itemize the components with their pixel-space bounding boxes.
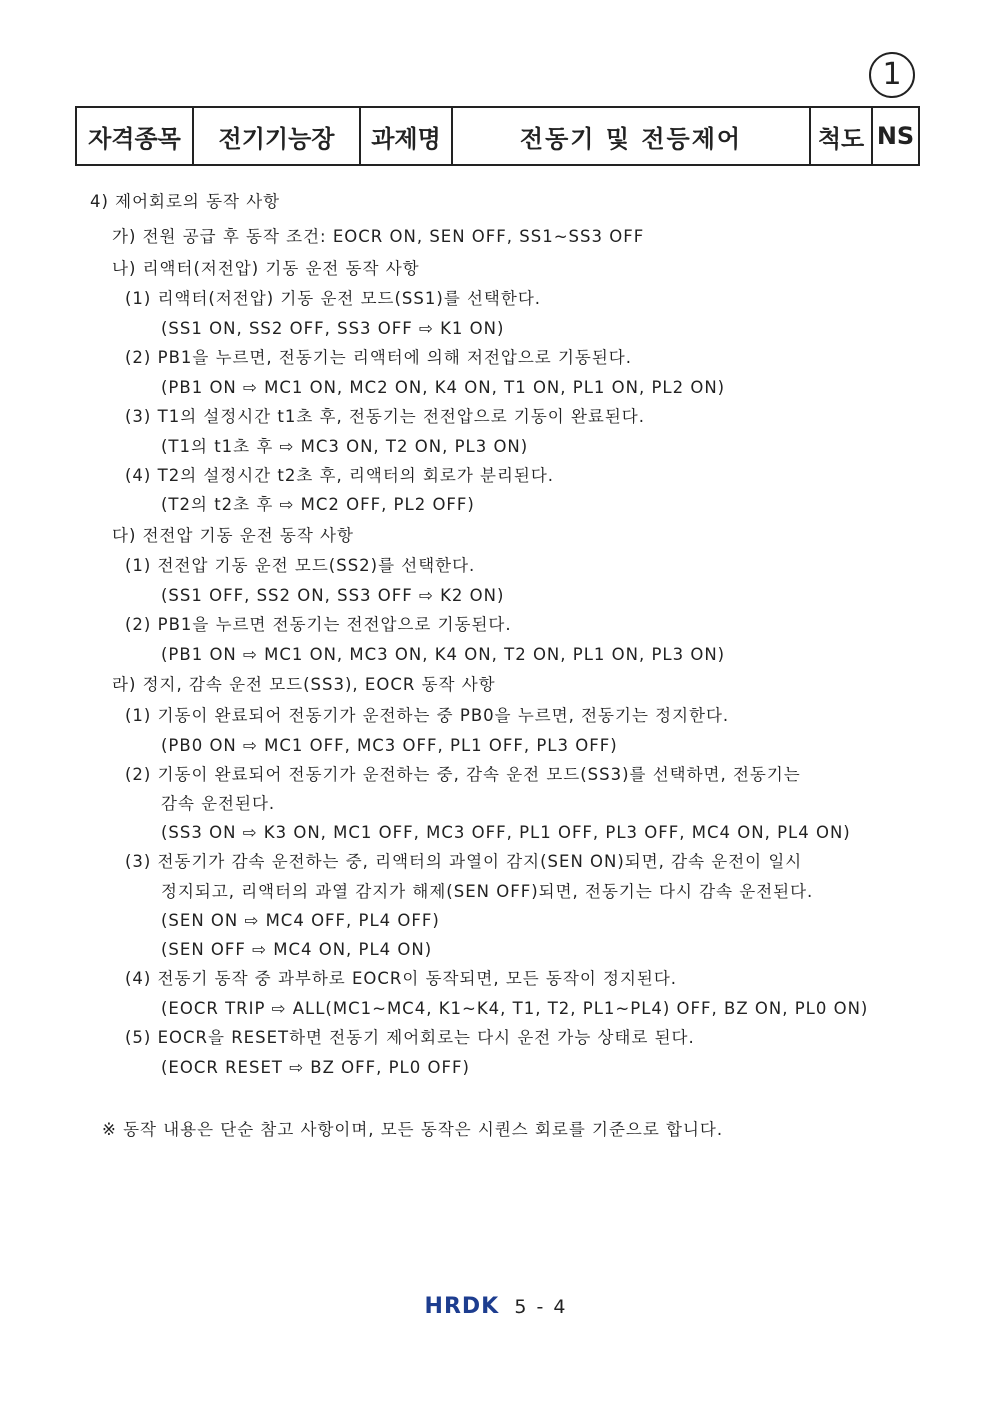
subsection-heading: 라) 정지, 감속 운전 모드(SS3), EOCR 동작 사항	[112, 675, 496, 694]
header-table	[75, 106, 920, 166]
subsection-line: 가) 전원 공급 후 동작 조건: EOCR ON, SEN OFF, SS1~SS3 OFF	[112, 227, 645, 246]
item-detail: (SS3 ON ⇨ K3 ON, MC1 OFF, MC3 OFF, PL1 OFF, PL3 OFF, MC4 ON, PL4 ON)	[161, 823, 851, 842]
hrdk-logo: HRDK	[424, 1294, 500, 1319]
qual-label: 자격종목	[76, 107, 193, 165]
page-circle-number: 1	[869, 52, 915, 98]
task-value: 전동기 및 전등제어	[452, 107, 810, 165]
task-label: 과제명	[360, 107, 452, 165]
item-detail: (SS1 ON, SS2 OFF, SS3 OFF ⇨ K1 ON)	[161, 319, 505, 338]
subsection-heading: 나) 리액터(저전압) 기동 운전 동작 사항	[112, 259, 420, 278]
item-line: (2) PB1을 누르면, 전동기는 리액터에 의해 저전압으로 기동된다.	[125, 348, 632, 367]
qual-value: 전기기능장	[193, 107, 360, 165]
item-line: (3) T1의 설정시간 t1초 후, 전동기는 전전압으로 기동이 완료된다.	[125, 407, 645, 426]
item-line: (1) 리액터(저전압) 기동 운전 모드(SS1)를 선택한다.	[125, 289, 541, 308]
item-line: (4) T2의 설정시간 t2초 후, 리액터의 회로가 분리된다.	[125, 466, 555, 485]
item-detail: (T1의 t1초 후 ⇨ MC3 ON, T2 ON, PL3 ON)	[161, 437, 529, 456]
scale-label: 척도	[810, 107, 872, 165]
note-line: ※ 동작 내용은 단순 참고 사항이며, 모든 동작은 시퀀스 회로를 기준으로 합니다.	[102, 1120, 724, 1139]
item-line: (2) 기동이 완료되어 전동기가 운전하는 중, 감속 운전 모드(SS3)를 선택하면, 전동기는	[125, 765, 801, 784]
item-detail: (T2의 t2초 후 ⇨ MC2 OFF, PL2 OFF)	[161, 495, 475, 514]
section-heading: 4) 제어회로의 동작 사항	[90, 192, 281, 211]
page-number: 5 - 4	[514, 1295, 568, 1318]
item-detail: (SEN OFF ⇨ MC4 ON, PL4 ON)	[161, 940, 433, 959]
item-detail: (EOCR RESET ⇨ BZ OFF, PL0 OFF)	[161, 1058, 470, 1077]
item-line: (1) 전전압 기동 운전 모드(SS2)를 선택한다.	[125, 556, 476, 575]
item-line: (5) EOCR을 RESET하면 전동기 제어회로는 다시 운전 가능 상태로 된다.	[125, 1028, 695, 1047]
subsection-heading: 다) 전전압 기동 운전 동작 사항	[112, 526, 354, 545]
item-detail: (PB0 ON ⇨ MC1 OFF, MC3 OFF, PL1 OFF, PL3 OFF)	[161, 736, 618, 755]
item-detail: (PB1 ON ⇨ MC1 ON, MC2 ON, K4 ON, T1 ON, PL1 ON, PL2 ON)	[161, 378, 726, 397]
item-line: (1) 기동이 완료되어 전동기가 운전하는 중 PB0을 누르면, 전동기는 정지한다.	[125, 706, 730, 725]
item-detail: (PB1 ON ⇨ MC1 ON, MC3 ON, K4 ON, T2 ON, PL1 ON, PL3 ON)	[161, 645, 726, 664]
item-line-continued: 감속 운전된다.	[161, 794, 276, 813]
item-line: (4) 전동기 동작 중 과부하로 EOCR이 동작되면, 모든 동작이 정지된다.	[125, 969, 677, 988]
item-detail: (SS1 OFF, SS2 ON, SS3 OFF ⇨ K2 ON)	[161, 586, 505, 605]
item-line: (2) PB1을 누르면 전동기는 전전압으로 기동된다.	[125, 615, 512, 634]
item-line-continued: 정지되고, 리액터의 과열 감지가 해제(SEN OFF)되면, 전동기는 다시 감속 운전된다.	[161, 882, 814, 901]
item-line: (3) 전동기가 감속 운전하는 중, 리액터의 과열이 감지(SEN ON)되면, 감속 운전이 일시	[125, 852, 803, 871]
page-footer	[0, 1294, 992, 1319]
item-detail: (SEN ON ⇨ MC4 OFF, PL4 OFF)	[161, 911, 440, 930]
scale-value: NS	[872, 107, 919, 165]
item-detail: (EOCR TRIP ⇨ ALL(MC1~MC4, K1~K4, T1, T2, PL1~PL4) OFF, BZ ON, PL0 ON)	[161, 999, 869, 1018]
